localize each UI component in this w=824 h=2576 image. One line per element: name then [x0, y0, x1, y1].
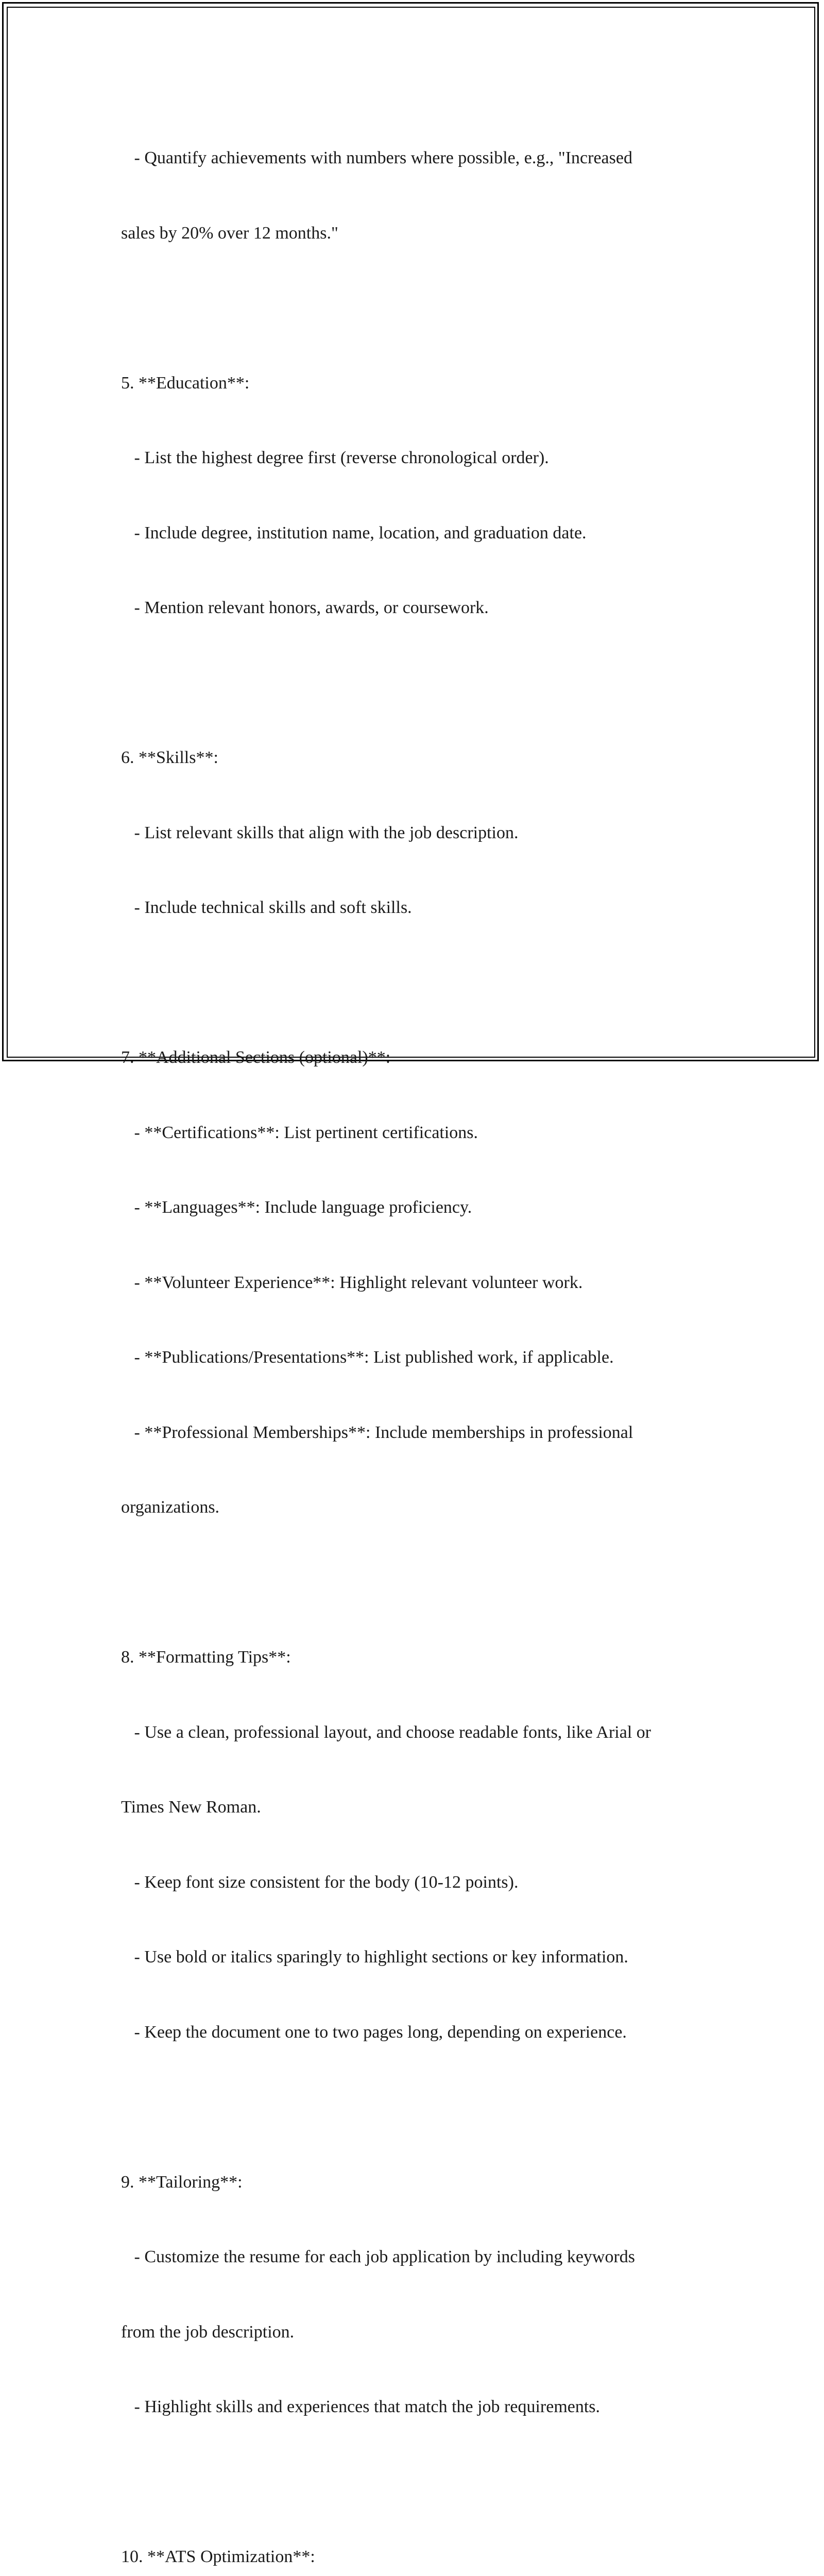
blank-line	[121, 971, 718, 996]
blank-line	[121, 296, 718, 321]
document-body	[121, 96, 718, 2576]
text-line: - Mention relevant honors, awards, or coursework.	[121, 598, 489, 617]
text-line: - **Certifications**: List pertinent certifications.	[121, 1123, 478, 1142]
section-heading-formatting: 8. **Formatting Tips**:	[121, 1648, 291, 1667]
blank-line	[121, 1570, 718, 1596]
blank-line	[121, 2095, 718, 2120]
text-line: - **Volunteer Experience**: Highlight relevant volunteer work.	[121, 1273, 583, 1292]
text-line: - Quantify achievements with numbers where possible, e.g., "Increased	[121, 148, 632, 167]
text-line: sales by 20% over 12 months."	[121, 223, 338, 243]
text-line: - List relevant skills that align with the job description.	[121, 823, 519, 842]
text-line: organizations.	[121, 1498, 220, 1517]
text-line: from the job description.	[121, 2322, 295, 2342]
section-heading-education: 5. **Education**:	[121, 373, 250, 393]
text-line: - Include technical skills and soft skills.	[121, 898, 412, 917]
text-line: - List the highest degree first (reverse chronological order).	[121, 448, 549, 467]
text-line: - Use bold or italics sparingly to highlight sections or key information.	[121, 1947, 628, 1967]
section-heading-additional: 7. **Additional Sections (optional)**:	[121, 1048, 391, 1067]
text-line: - Keep font size consistent for the body (10-12 points).	[121, 1872, 519, 1892]
text-line: Times New Roman.	[121, 1798, 261, 1817]
section-heading-ats: 10. **ATS Optimization**:	[121, 2547, 315, 2566]
section-heading-skills: 6. **Skills**:	[121, 748, 218, 767]
text-line: - Include degree, institution name, location, and graduation date.	[121, 523, 587, 543]
text-line: - Use a clean, professional layout, and choose readable fonts, like Arial or	[121, 1722, 651, 1742]
text-line: - Highlight skills and experiences that match the job requirements.	[121, 2397, 600, 2416]
blank-line	[121, 2470, 718, 2495]
text-line: - **Publications/Presentations**: List published work, if applicable.	[121, 1348, 614, 1367]
text-line: - **Professional Memberships**: Include memberships in professional	[121, 1422, 633, 1442]
text-line: - Keep the document one to two pages long, depending on experience.	[121, 2022, 627, 2042]
blank-line	[121, 671, 718, 696]
text-line: - Customize the resume for each job application by including keywords	[121, 2247, 636, 2266]
section-heading-tailoring: 9. **Tailoring**:	[121, 2172, 243, 2192]
text-line: - **Languages**: Include language proficiency.	[121, 1198, 472, 1217]
